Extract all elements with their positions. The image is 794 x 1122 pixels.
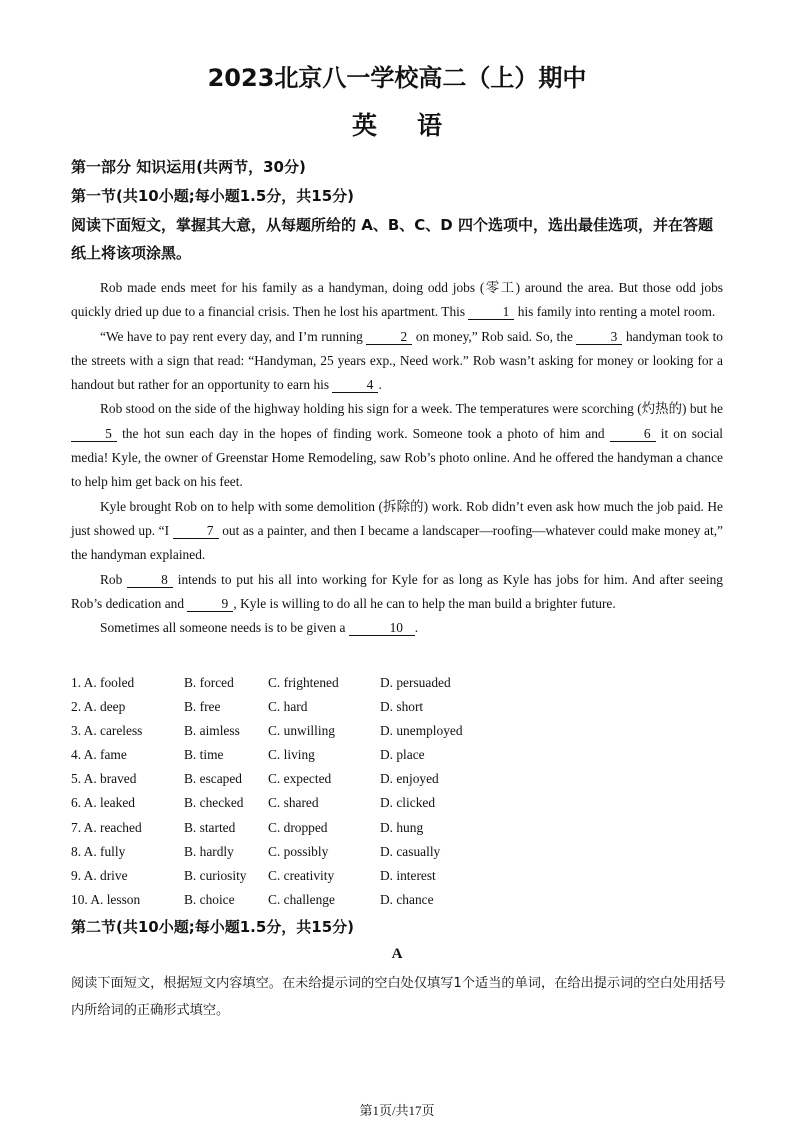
passage-text: out as a painter, and then I became a landscaper—roofing—whatever could make money at,” the handyman explained. xyxy=(71,522,723,563)
passage-text: his family into renting a motel room. xyxy=(514,304,716,320)
passage-text: it on social media! Kyle, the owner of Greenstar Home Remodeling, saw Rob’s photo online. And he offered the handyman a chance to help him get back on his feet. xyxy=(71,425,723,490)
option-a: 9. A. drive xyxy=(71,867,128,883)
section2-heading: 第二节(共10小题;每小题1.5分，共15分) xyxy=(71,918,355,936)
option-d: D. chance xyxy=(380,891,434,907)
blank-5: 5 xyxy=(71,426,117,442)
option-a: 1. A. fooled xyxy=(71,675,135,690)
passage-paragraph xyxy=(71,495,723,568)
option-a: 2. A. deep xyxy=(71,699,126,715)
option-b: B. aimless xyxy=(184,723,240,739)
part1-heading: 第一部分 知识运用(共两节，30分) xyxy=(71,158,306,176)
section1-heading: 第一节(共10小题;每小题1.5分，共15分) xyxy=(71,187,355,205)
blank-6: 6 xyxy=(610,426,656,442)
option-c: C. hard xyxy=(268,699,308,715)
option-a: 8. A. fully xyxy=(71,843,126,859)
option-b: B. curiosity xyxy=(184,867,247,883)
blank-10: 10 xyxy=(349,620,415,636)
page-title: 2023北京八一学校高二（上）期中 xyxy=(207,64,587,92)
passage-text: Rob xyxy=(100,571,128,587)
option-b: B. started xyxy=(184,819,236,835)
passage-text: Sometimes all someone needs is to be given a xyxy=(100,620,349,636)
option-b: B. free xyxy=(184,699,221,715)
passage-text: Rob stood on the side of the highway holding his sign for a week. The temperatures were scorching (灼热的) but he xyxy=(100,401,723,417)
option-c: C. expected xyxy=(268,771,332,787)
passage-text: Rob made ends meet for his family as a handyman, doing odd jobs (零工) around the area. But those odd jobs quickly dried up due to a financial crisis. Then he lost his apartment. This xyxy=(71,280,723,320)
option-d: D. place xyxy=(380,747,425,763)
option-c: C. shared xyxy=(268,795,319,811)
option-d: D. interest xyxy=(380,867,436,883)
option-d: D. casually xyxy=(380,843,441,859)
option-a: 7. A. reached xyxy=(71,819,142,835)
option-a: 10. A. lesson xyxy=(71,891,141,907)
blank-2: 2 xyxy=(366,329,412,345)
passage-text: , Kyle is willing to do all he can to help the man build a brighter future. xyxy=(233,595,616,611)
passage-paragraph xyxy=(71,397,723,494)
subject-title: 英语 xyxy=(351,111,482,140)
option-a: 3. A. careless xyxy=(71,723,143,739)
option-c: C. challenge xyxy=(268,891,335,907)
passage-paragraph xyxy=(71,276,723,325)
option-c: C. possibly xyxy=(268,843,329,859)
passage-text: . xyxy=(414,620,419,636)
blank-3: 3 xyxy=(576,329,622,345)
option-b: B. checked xyxy=(184,795,244,811)
option-a: 5. A. braved xyxy=(71,771,137,787)
section2-instruction: 阅读下面短文，根据短文内容填空。在未给提示词的空白处仅填写1个适当的单词，在给出提示词的空白处用括号内所给词的正确形式填空。 xyxy=(71,976,726,1018)
option-a: 4. A. fame xyxy=(71,747,127,763)
passage-paragraph xyxy=(71,616,723,640)
passage-text: “We have to pay rent every day, and I’m running xyxy=(100,328,367,344)
option-d: D. hung xyxy=(380,819,424,835)
option-b: B. hardly xyxy=(184,843,234,859)
option-c: C. unwilling xyxy=(268,723,335,739)
option-d: D. enjoyed xyxy=(380,771,439,787)
option-d: D. persuaded xyxy=(380,675,451,690)
blank-1: 1 xyxy=(468,304,514,320)
passage-text: handyman took to the streets with a sign that read: “Handyman, 25 years exp., Need work.” Rob wasn’t asking for money or looking for a handout but rather for an opportunity to earn his xyxy=(71,328,723,393)
blank-9: 9 xyxy=(187,596,233,612)
section-letter: A xyxy=(391,946,403,962)
cloze-passage xyxy=(71,276,723,640)
option-b: B. escaped xyxy=(184,771,243,787)
passage-paragraph xyxy=(71,568,723,617)
passage-text: the hot sun each day in the hopes of finding work. Someone took a photo of him and xyxy=(117,425,610,441)
option-b: B. time xyxy=(184,747,224,763)
blank-7: 7 xyxy=(173,523,219,539)
page-number: 第1页/共17页 xyxy=(359,1103,435,1118)
option-d: D. short xyxy=(380,699,424,715)
passage-text: Kyle brought Rob on to help with some demolition (拆除的) work. Rob didn’t even ask how much the job paid. He just showed up. “I xyxy=(71,498,723,538)
passage-text: . xyxy=(378,377,382,393)
option-c: C. living xyxy=(268,747,315,763)
option-d: D. clicked xyxy=(380,795,436,811)
section1-instruction: 阅读下面短文，掌握其大意，从每题所给的 A、B、C、D 四个选项中，选出最佳选项，并在答题纸上将该项涂黑。 xyxy=(71,216,713,262)
blank-8: 8 xyxy=(127,572,173,588)
passage-paragraph xyxy=(71,325,723,398)
option-c: C. dropped xyxy=(268,819,328,835)
passage-text: intends to put his all into working for Kyle for as long as Kyle has jobs for him. And after seeing Rob’s dedication and xyxy=(71,571,723,611)
option-b: B. forced xyxy=(184,675,234,690)
option-c: C. creativity xyxy=(268,867,335,883)
option-b: B. choice xyxy=(184,891,235,907)
option-a: 6. A. leaked xyxy=(71,795,135,811)
option-c: C. frightened xyxy=(268,675,339,690)
passage-text: on money,” Rob said. So, the xyxy=(412,328,577,344)
blank-4: 4 xyxy=(332,377,378,393)
option-d: D. unemployed xyxy=(380,723,463,739)
